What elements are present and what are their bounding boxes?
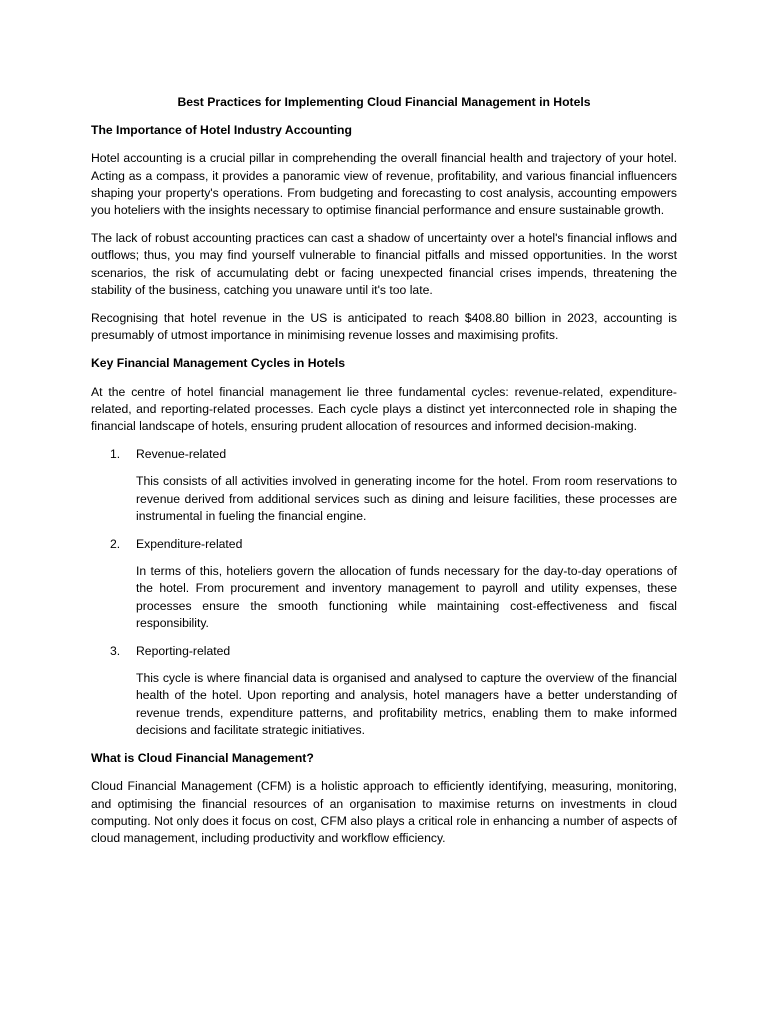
- paragraph: At the centre of hotel financial management lie three fundamental cycles: revenue-related, expenditure-related, and reporting-related processes. Each cycle plays a distinct yet interconnected role in shaping the financial landscape of hotels, ensuring prudent allocation of resources and informed decision-making.: [91, 384, 677, 434]
- list-item-heading: [91, 446, 677, 463]
- list-number: 3.: [110, 644, 121, 659]
- list-item-text: In terms of this, hoteliers govern the allocation of funds necessary for the day-to-day operations of the hotel. From procurement and inventory management to payroll and utility expenses, these processes ensure the smooth functioning while maintaining cost-effectiveness and fiscal responsibility.: [136, 564, 677, 630]
- list-item-heading: [91, 643, 677, 660]
- document-title: Best Practices for Implementing Cloud Financial Management in Hotels: [177, 95, 591, 109]
- list-item-text: This consists of all activities involved in generating income for the hotel. From room reservations to revenue derived from additional services such as dining and leisure facilities, these processes are instrumental in fueling the financial engine.: [136, 474, 677, 523]
- paragraph: The lack of robust accounting practices can cast a shadow of uncertainty over a hotel's financial inflows and outflows; thus, you may find yourself vulnerable to financial pitfalls and missed opportunities. In the worst scenarios, the risk of accumulating debt or facing unexpected financial crises impends, threatening the stability of the business, catching you unaware until it's too late.: [91, 231, 677, 297]
- paragraph: Cloud Financial Management (CFM) is a holistic approach to efficiently identifying, measuring, monitoring, and optimising the financial resources of an organisation to maximise returns on investments in cloud computing. Not only does it focus on cost, CFM also plays a critical role in enhancing a number of aspects of cloud management, including productivity and workflow efficiency.: [91, 779, 677, 845]
- section-heading-cfm: What is Cloud Financial Management?: [91, 751, 314, 766]
- section-heading-cycles: Key Financial Management Cycles in Hotels: [91, 356, 345, 371]
- paragraph: Recognising that hotel revenue in the US is anticipated to reach $408.80 billion in 2023, accounting is presumably of utmost importance in minimising revenue losses and maximising profits.: [91, 311, 677, 343]
- list-number: 1.: [110, 447, 121, 462]
- paragraph: Hotel accounting is a crucial pillar in comprehending the overall financial health and trajectory of your hotel. Acting as a compass, it provides a panoramic view of revenue, profitability, and various financial influencers shaping your property's operations. From budgeting and forecasting to cost analysis, accounting empowers you hoteliers with the insights necessary to optimise financial performance and ensure sustainable growth.: [91, 151, 677, 218]
- list-item-heading: [91, 536, 677, 553]
- list-number: 2.: [110, 537, 121, 552]
- list-item-label: Reporting-related: [136, 644, 231, 659]
- section-heading-importance: The Importance of Hotel Industry Accounting: [91, 123, 352, 138]
- list-item-label: Expenditure-related: [136, 537, 243, 552]
- list-item-label: Revenue-related: [136, 447, 227, 462]
- list-item-text: This cycle is where financial data is organised and analysed to capture the overview of the financial health of the hotel. Upon reporting and analysis, hotel managers have a better understanding of revenue trends, expenditure patterns, and profitability metrics, enabling them to make informed decisions and facilitate strategic initiatives.: [136, 671, 677, 737]
